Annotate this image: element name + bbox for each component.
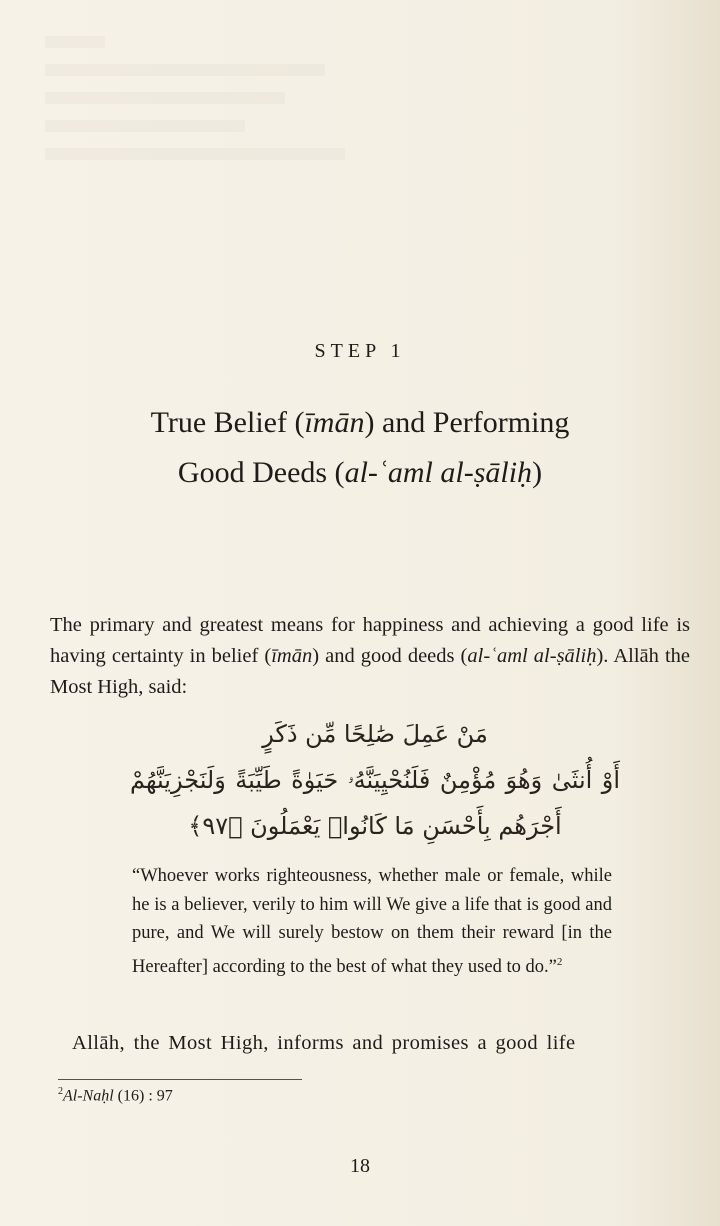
footnote-number: 2 xyxy=(58,1086,63,1097)
title-line-1 xyxy=(0,398,720,448)
verse-translation xyxy=(132,862,612,982)
title-line-2 xyxy=(0,448,720,498)
page-number: 18 xyxy=(350,1155,370,1177)
paragraph-text: ) and good deeds ( xyxy=(312,645,468,667)
footnote-divider xyxy=(58,1079,302,1080)
quote-text: “Whoever works righteousness, whether male or female, while he is a believer, verily to him will We give a life that is good and pure, and We will surely bestow on them their reward [in the Hereafter] according to the best of what they used to do.” xyxy=(132,866,612,977)
chapter-title xyxy=(0,398,720,498)
paragraph-2: Allāh, the Most High, informs and promises a good life xyxy=(72,1032,576,1054)
step-label: STEP 1 xyxy=(314,340,406,362)
paragraph-italic: īmān xyxy=(271,645,313,667)
title-text: ) and Performing xyxy=(364,406,570,439)
footnote-marker[interactable]: 2 xyxy=(556,955,563,968)
arabic-verse-line-3: أَجْرَهُم بِأَحْسَنِ مَا كَانُوا۟ يَعْمَلُونَ ﴿٩٧﴾ xyxy=(188,812,562,840)
bleed-through-text xyxy=(45,20,365,320)
paragraph-text: ). Allāh the Most High, said: xyxy=(50,645,690,698)
arabic-verse-line-2: أَوْ أُنثَىٰ وَهُوَ مُؤْمِنٌ فَلَنُحْيِيَنَّهُۥ حَيَوٰةً طَيِّبَةً وَلَنَجْزِيَنَّهُمْ xyxy=(130,766,620,794)
footnote xyxy=(58,1086,173,1105)
title-text: Good Deeds ( xyxy=(177,456,345,489)
paragraph-italic: al-ʿaml al-ṣāliḥ xyxy=(467,645,597,667)
title-italic: al-ʿaml al-ṣāliḥ xyxy=(344,456,533,489)
footnote-source: Al-Naḥl xyxy=(63,1087,114,1105)
title-italic: īmān xyxy=(304,406,365,439)
paragraph-text: The primary and greatest means for happiness and achieving a good life is having certainty in belief ( xyxy=(50,614,690,667)
paragraph-1 xyxy=(50,610,690,703)
title-text: ) xyxy=(532,456,543,489)
arabic-verse-line-1: مَنْ عَمِلَ صَٰلِحًا مِّن ذَكَرٍ xyxy=(262,720,488,748)
title-text: True Belief ( xyxy=(150,406,305,439)
footnote-reference: (16) : 97 xyxy=(113,1087,173,1105)
